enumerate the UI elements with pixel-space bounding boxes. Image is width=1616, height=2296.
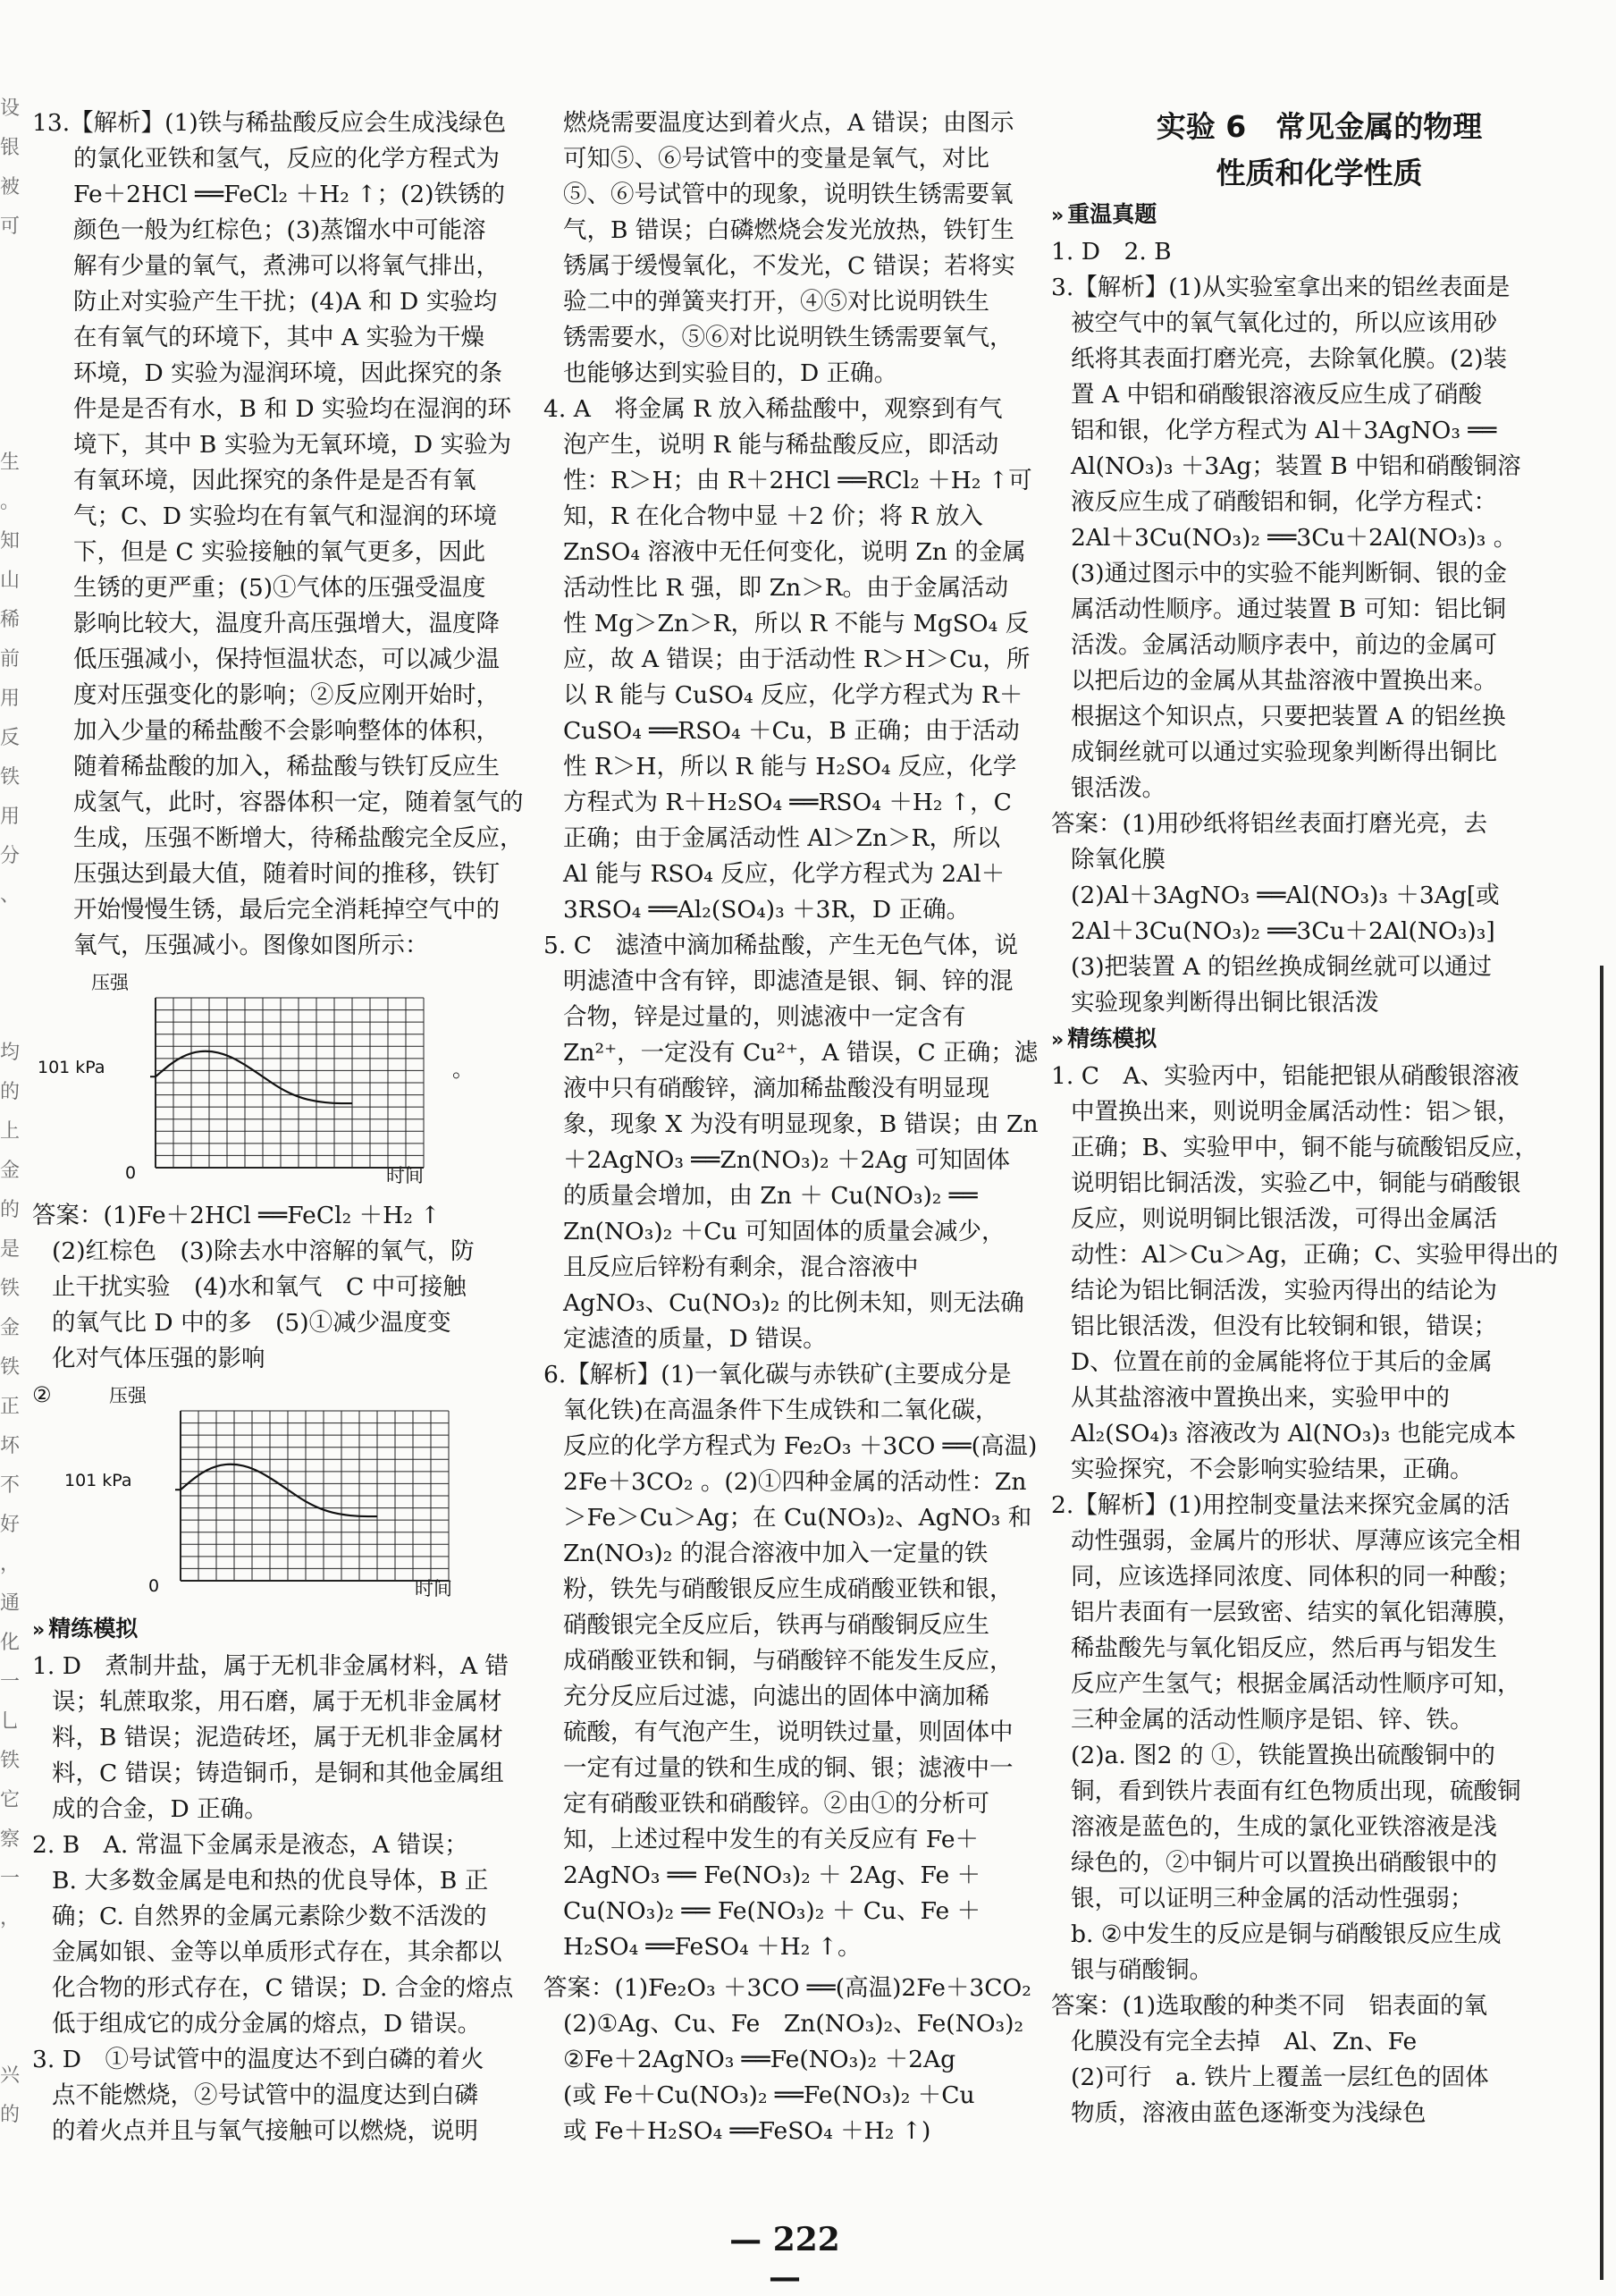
text-line: 纸将其表面打磨光亮，去除氧化膜。(2)装 (1071, 345, 1508, 373)
text-line: 2. B A. 常温下金属汞是液态，A 错误； (32, 1831, 468, 1859)
graph1-origin: 0 (125, 1163, 137, 1183)
text-line: 颜色一般为红棕色；(3)蒸馏水中可能溶 (73, 216, 486, 244)
text-line: 加入少量的稀盐酸不会影响整体的体积， (73, 717, 500, 745)
text-line: 中置换出来，则说明金属活动性：铝＞银， (1071, 1098, 1521, 1126)
text-line: 氧气，压强减小。图像如图所示： (73, 932, 429, 959)
text-line: 低压强减小，保持恒温状态，可以减少温 (73, 646, 500, 673)
double-chevron-icon: » (1051, 205, 1065, 227)
text-line: 属活动性顺序。通过装置 B 可知：铝比铜 (1071, 595, 1506, 623)
text-line: 3RSO₄ ══Al₂(SO₄)₃ ＋3R，D 正确。 (563, 896, 971, 924)
text-line: D、位置在前的金属能将位于其后的金属 (1071, 1348, 1493, 1376)
text-line: 置 A 中铝和硝酸银溶液反应生成了硝酸 (1071, 381, 1482, 409)
text-line: 5. C 滤渣中滴加稀盐酸，产生无色气体，说 (543, 932, 1018, 959)
text-line: 反应，则说明铜比银活泼，可得出金属活 (1071, 1205, 1497, 1233)
column-3 (1051, 106, 1587, 2131)
text-line: 合物，锌是过量的，则滤液中一定含有 (563, 1003, 966, 1031)
text-line: 液反应生成了硝酸铝和铜，化学方程式： (1071, 488, 1497, 516)
text-line: 确；C. 自然界的金属元素除少数不活泼的 (52, 1903, 487, 1930)
graph-1-container (32, 964, 528, 1198)
text-line: 性 Mg＞Zn＞R，所以 R 不能与 MgSO₄ 反 (563, 610, 1030, 637)
text-line: 在有氧气的环境下，其中 A 实验为干燥 (73, 324, 484, 351)
margin-fragment: 正 (0, 1396, 21, 1418)
text-line: 化对气体压强的影响 (52, 1345, 265, 1372)
q13-explanation (32, 106, 528, 964)
text-line: 动性强弱，金属片的形状、厚薄应该完全相 (1071, 1527, 1521, 1555)
pressure-curve (156, 1051, 352, 1103)
margin-fragment: 的 (0, 1199, 21, 1221)
text-line: 粉，铁先与硝酸银反应生成硝酸亚铁和银， (563, 1575, 1014, 1603)
margin-fragment: 前 (0, 648, 21, 671)
text-line: 解有少量的氧气，煮沸可以将氧气排出， (73, 252, 500, 280)
text-line: 铝片表面有一层致密、结实的氧化铝薄膜， (1071, 1599, 1521, 1626)
margin-fragment: 山 (0, 570, 21, 592)
text-line: (3)通过图示中的实验不能判断铜、银的金 (1071, 560, 1508, 587)
margin-fragment: 一 (0, 1868, 21, 1890)
text-line: 以 R 能与 CuSO₄ 反应，化学方程式为 R＋ (563, 681, 1023, 709)
margin-fragment: 银 (0, 137, 21, 159)
text-line: (2)红棕色 (3)除去水中溶解的氧气，防 (52, 1237, 475, 1265)
text-line: ②Fe＋2AgNO₃ ══Fe(NO₃)₂ ＋2Ag (563, 2046, 956, 2073)
text-line: 动性：Al＞Cu＞Ag，正确；C、实验甲得出的 (1071, 1241, 1559, 1269)
text-line: 3.【解析】(1)从实验室拿出来的铝丝表面是 (1051, 274, 1511, 301)
text-line: 知，R 在化合物中显 ＋2 价；将 R 放入 (563, 502, 983, 530)
column-1 (32, 106, 528, 2149)
text-line: 同，应该选择同浓度、同体积的同一种酸； (1071, 1563, 1521, 1591)
text-line: 2.【解析】(1)用控制变量法来探究金属的活 (1051, 1491, 1511, 1519)
text-line: 低于组成它的成分金属的熔点，D 错误。 (52, 2010, 482, 2038)
col3-practice-answers (1051, 1059, 1587, 2131)
text-line: 三种金属的活动性顺序是铝、锌、铁。 (1071, 1706, 1474, 1734)
experiment-title-line2: 性质和化学性质 (1216, 156, 1423, 190)
text-line: 充分反应后过滤，向滤出的固体中滴加稀 (563, 1683, 989, 1710)
text-line: 的氧气比 D 中的多 (5)①减少温度变 (52, 1309, 451, 1337)
q6-answer (543, 1971, 1044, 2149)
margin-fragment: 的 (0, 1081, 21, 1103)
pressure-time-graph-1 (32, 964, 497, 1198)
margin-fragment: 反 (0, 727, 21, 749)
margin-fragment: 分 (0, 845, 21, 867)
text-line: 实验现象判断得出铜比银活泼 (1071, 989, 1379, 1017)
text-line: 银与硝酸铜。 (1071, 1956, 1213, 1984)
margin-fragment: 设 (0, 97, 21, 120)
text-line: 锈属于缓慢氧化，不发光，C 错误；若将实 (563, 252, 1015, 280)
text-line: 从其盐溶液中置换出来，实验甲中的 (1071, 1384, 1450, 1412)
pressure-curve (181, 1465, 377, 1516)
graph2-xlabel: 时间 (415, 1578, 452, 1600)
text-line: Al₂(SO₄)₃ 溶液改为 Al(NO₃)₃ 也能完成本 (1071, 1420, 1517, 1448)
col3-review-answers (1051, 234, 1587, 1021)
text-line: 误；轧蔗取浆，用石磨，属于无机非金属材 (52, 1688, 502, 1716)
text-line: 可知⑤、⑥号试管中的变量是氧气，对比 (563, 145, 989, 173)
margin-fragments (0, 89, 23, 2146)
margin-fragment: 用 (0, 806, 21, 828)
text-line: 被空气中的氧气氧化过的，所以应该用砂 (1071, 309, 1497, 337)
text-line: 性：R＞H；由 R＋2HCl ══RCl₂ ＋H₂ ↑可 (563, 467, 1032, 494)
right-edge-rule (1600, 966, 1603, 2280)
col2-explanations (543, 106, 1044, 1965)
text-line: 开始慢慢生锈，最后完全消耗掉空气中的 (73, 896, 500, 924)
text-line: Fe＋2HCl ══FeCl₂ ＋H₂ ↑；(2)铁锈的 (73, 181, 505, 208)
margin-fragment: 化 (0, 1632, 21, 1654)
margin-fragment (0, 404, 23, 443)
text-line: 银，可以证明三种金属的活动性强弱； (1071, 1885, 1474, 1912)
text-line: 说明铝比铜活泼，实验乙中，铜能与硝酸银 (1071, 1169, 1521, 1197)
graph2-prefix: ② (32, 1382, 52, 1407)
margin-fragment (0, 286, 23, 325)
margin-fragment (0, 247, 23, 286)
margin-fragment: 一 (0, 1671, 21, 1693)
text-line: 铝和银，化学方程式为 Al＋3AgNO₃ ══ (1071, 417, 1497, 444)
text-line: 答案：(1)Fe＋2HCl ══FeCl₂ ＋H₂ ↑ (32, 1202, 441, 1229)
text-line: 也能够达到实验目的，D 正确。 (563, 359, 898, 387)
text-line: Cu(NO₃)₂ ══ Fe(NO₃)₂ ＋ Cu、Fe ＋ (563, 1897, 981, 1925)
margin-fragment (0, 325, 23, 365)
text-line: 化膜没有完全去掉 Al、Zn、Fe (1071, 2028, 1418, 2055)
text-line: (3)把装置 A 的铝丝换成铜丝就可以通过 (1071, 953, 1493, 981)
text-line: 3. D ①号试管中的温度达不到白磷的着火 (32, 2046, 484, 2073)
text-line: (2)Al＋3AgNO₃ ══Al(NO₃)₃ ＋3Ag[或 (1071, 882, 1500, 909)
text-line: 除氧化膜 (1071, 846, 1166, 874)
text-line: b. ②中发生的反应是铜与硝酸银反应生成 (1071, 1920, 1502, 1948)
text-line: 成氢气，此时，容器体积一定，随着氢气的 (73, 789, 524, 816)
col1-mcq-answers (32, 1649, 528, 2149)
margin-fragment (0, 994, 23, 1034)
pressure-time-graph-2 (32, 1377, 515, 1611)
text-line: 防止对实验产生干扰；(4)A 和 D 实验均 (73, 288, 498, 316)
text-line: 明滤渣中含有锌，即滤渣是银、铜、锌的混 (563, 967, 1014, 995)
text-line: 的质量会增加，由 Zn ＋ Cu(NO₃)₂ ══ (563, 1182, 978, 1210)
text-line: 结论为铝比铜活泼，实验丙得出的结论为 (1071, 1277, 1497, 1304)
margin-fragment: 均 (0, 1042, 21, 1064)
text-line: 成铜丝就可以通过实验现象判断得出铜比 (1071, 739, 1497, 766)
text-line: 化合物的形式存在，C 错误；D. 合金的熔点 (52, 1974, 514, 2002)
text-line: 13.【解析】(1)铁与稀盐酸反应会生成浅绿色 (32, 109, 507, 137)
q13-answer (32, 1198, 528, 1377)
text-line: 气，B 错误；白磷燃烧会发光放热，铁钉生 (563, 216, 1014, 244)
text-line: 绿色的，②中铜片可以置换出硝酸银中的 (1071, 1849, 1497, 1877)
text-line: (2)①Ag、Cu、Fe Zn(NO₃)₂、Fe(NO₃)₂ (563, 2010, 1024, 2038)
margin-fragment: 铁 (0, 1356, 21, 1379)
margin-fragment: 稀 (0, 609, 21, 631)
text-line: 活动性比 R 强，即 Zn＞R。由于金属活动 (563, 574, 1009, 602)
text-line: 银活泼。 (1071, 774, 1166, 802)
text-line: 正确；由于金属活动性 Al＞Zn＞R，所以 (563, 824, 1000, 852)
graph2-origin: 0 (148, 1576, 160, 1596)
text-line: 根据这个知识点，只要把装置 A 的铝丝换 (1071, 703, 1506, 730)
text-line: 泡产生，说明 R 能与稀盐酸反应，即活动 (563, 431, 999, 459)
text-line: 1. C A、实验丙中，铝能把银从硝酸银溶液 (1051, 1062, 1519, 1090)
text-line: ＋2AgNO₃ ══Zn(NO₃)₂ ＋2Ag 可知固体 (563, 1146, 1010, 1174)
text-line: 2AgNO₃ ══ Fe(NO₃)₂ ＋ 2Ag、Fe ＋ (563, 1861, 981, 1889)
text-line: 定滤渣的质量，D 错误。 (563, 1325, 827, 1353)
text-line: 象，现象 X 为没有明显现象，B 错误；由 Zn (563, 1110, 1039, 1138)
margin-fragment: 不 (0, 1474, 21, 1497)
graph2-ylabel: 压强 (109, 1385, 147, 1406)
margin-fragment: 用 (0, 688, 21, 710)
text-line: ＞Fe＞Cu＞Ag；在 Cu(NO₃)₂、AgNO₃ 和 (563, 1504, 1032, 1532)
text-line: 答案：(1)用砂纸将铝丝表面打磨光亮，去 (1051, 810, 1488, 838)
margin-fragment: 是 (0, 1238, 21, 1261)
graph1-xlabel: 时间 (386, 1165, 424, 1186)
margin-fragment: 察 (0, 1828, 21, 1851)
text-line: CuSO₄ ══RSO₄ ＋Cu，B 正确；由于活动 (563, 717, 1020, 745)
text-line: 2Al＋3Cu(NO₃)₂ ══3Cu＋2Al(NO₃)₃] (1071, 917, 1495, 945)
text-line: B. 大多数金属是电和热的优良导体，B 正 (52, 1867, 489, 1895)
text-line: AgNO₃、Cu(NO₃)₂ 的比例未知，则无法确 (563, 1289, 1024, 1317)
text-line: 稀盐酸先与氧化铝反应，然后再与铝发生 (1071, 1634, 1497, 1662)
text-line: 下，但是 C 实验接触的氧气更多，因此 (73, 538, 486, 566)
graph2-ref-label: 101 kPa (64, 1471, 132, 1490)
text-line: 知，上述过程中发生的有关反应有 Fe＋ (563, 1826, 980, 1853)
text-line: 液中只有硝酸锌，滴加稀盐酸没有明显现 (563, 1075, 989, 1102)
margin-fragment: 被 (0, 176, 21, 198)
graph1-trailing-mark: 。 (452, 1057, 474, 1082)
margin-fragment: 生 (0, 452, 21, 474)
text-line: 的着火点并且与氧气接触可以燃烧，说明 (52, 2117, 478, 2145)
text-line: 生锈的更严重；(5)①气体的压强受温度 (73, 574, 486, 602)
margin-fragment: 铁 (0, 1278, 21, 1300)
text-line: 燃烧需要温度达到着火点，A 错误；由图示 (563, 109, 1014, 137)
section-header-practice: » 精练模拟 (32, 1611, 528, 1649)
text-line: ZnSO₄ 溶液中无任何变化，说明 Zn 的金属 (563, 538, 1026, 566)
margin-fragment: 兴 (0, 2064, 21, 2087)
text-line: 4. A 将金属 R 放入稀盐酸中，观察到有气 (543, 395, 1003, 423)
margin-fragment: 上 (0, 1120, 21, 1143)
margin-fragment (0, 955, 23, 994)
text-line: 料，C 错误；铸造铜币，是铜和其他金属组 (52, 1760, 504, 1787)
margin-fragment: 金 (0, 1160, 21, 1182)
text-line: 且反应后锌粉有剩余，混合溶液中 (563, 1254, 919, 1281)
section-header-practice-2: » 精练模拟 (1051, 1021, 1587, 1059)
text-line: 境下，其中 B 实验为无氧环境，D 实验为 (73, 431, 511, 459)
text-line: 1. D 煮制井盐，属于无机非金属材料，A 错 (32, 1652, 509, 1680)
text-line: 反应的化学方程式为 Fe₂O₃ ＋3CO ══(高温) (563, 1432, 1038, 1460)
text-line: 一定有过量的铁和生成的铜、银；滤液中一 (563, 1754, 1014, 1782)
text-line: 生成，压强不断增大，待稀盐酸完全反应， (73, 824, 524, 852)
text-line: 以把后边的金属从其盐溶液中置换出来。 (1071, 667, 1497, 695)
text-line: 2Al＋3Cu(NO₃)₂ ══3Cu＋2Al(NO₃)₃ 。 (1071, 524, 1518, 552)
text-line: 点不能燃烧，②号试管中的温度达到白磷 (52, 2081, 478, 2109)
margin-fragment: 乚 (0, 1710, 21, 1733)
margin-fragment: ， (0, 1907, 21, 1929)
text-line: 环境，D 实验为湿润环境，因此探究的条 (73, 359, 503, 387)
text-line: (2)可行 a. 铁片上覆盖一层红色的固体 (1071, 2064, 1489, 2091)
margin-fragment: 铁 (0, 766, 21, 789)
text-line: 硝酸银完全反应后，铁再与硝酸铜反应生 (563, 1611, 989, 1639)
margin-fragment: 可 (0, 215, 21, 238)
section-header-review: » 重温真题 (1051, 197, 1587, 234)
text-line: 定有硝酸亚铁和硝酸锌。②由①的分析可 (563, 1790, 989, 1818)
text-line: 随着稀盐酸的加入，稀盐酸与铁钉反应生 (73, 753, 500, 781)
margin-fragment (0, 1938, 23, 1978)
text-line: 影响比较大，温度升高压强增大，温度降 (73, 610, 500, 637)
text-line: ⑤、⑥号试管中的现象，说明铁生锈需要氧 (563, 181, 1014, 208)
margin-fragment: 它 (0, 1789, 21, 1811)
graph1-ref-label: 101 kPa (38, 1058, 105, 1077)
text-line: Zn(NO₃)₂ ＋Cu 可知固体的质量会减少， (563, 1218, 1006, 1245)
text-line: 活泼。金属活动顺序表中，前边的金属可 (1071, 631, 1497, 659)
text-line: 溶液是蓝色的，生成的氯化亚铁溶液是浅 (1071, 1813, 1497, 1841)
text-line: 锈需要水，⑤⑥对比说明铁生锈需要氧气， (563, 324, 1014, 351)
text-line: 应，故 A 错误；由于活动性 R＞H＞Cu，所 (563, 646, 1031, 673)
text-line: 金属如银、金等以单质形式存在，其余都以 (52, 1938, 502, 1966)
text-line: 压强达到最大值，随着时间的推移，铁钉 (73, 860, 500, 888)
text-line: 实验探究，不会影响实验结果，正确。 (1071, 1456, 1474, 1483)
margin-fragment (0, 2017, 23, 2056)
text-line: 气；C、D 实验均在有氧气和湿润的环境 (73, 502, 497, 530)
double-chevron-icon: » (32, 1619, 46, 1642)
text-line: 铜，看到铁片表面有红色物质出现，硫酸铜 (1071, 1777, 1521, 1805)
margin-fragment: 的 (0, 2104, 21, 2126)
text-line: 有氧环境，因此探究的条件是是否有氧 (73, 467, 476, 494)
text-line: Al(NO₃)₃ ＋3Ag；装置 B 中铝和硝酸铜溶 (1071, 452, 1521, 480)
text-line: 氧化铁)在高温条件下生成铁和二氧化碳， (563, 1397, 999, 1424)
margin-fragment: 。 (0, 491, 21, 513)
margin-fragment: 好 (0, 1514, 21, 1536)
text-line: 性 R＞H，所以 R 能与 H₂SO₄ 反应，化学 (563, 753, 1017, 781)
margin-fragment: 铁 (0, 1750, 21, 1772)
text-line: 方程式为 R＋H₂SO₄ ══RSO₄ ＋H₂ ↑，C (563, 789, 1012, 816)
margin-fragment: 、 (0, 884, 21, 907)
margin-fragment (0, 1978, 23, 2017)
text-line: 成硝酸亚铁和铜，与硝酸锌不能发生反应， (563, 1647, 1014, 1675)
text-line: 反应产生氢气；根据金属活动性顺序可知， (1071, 1670, 1521, 1698)
text-line: 度对压强变化的影响；②反应刚开始时， (73, 681, 500, 709)
margin-fragment: 金 (0, 1317, 21, 1339)
margin-fragment: 坏 (0, 1435, 21, 1457)
text-line: 正确；B、实验甲中，铜不能与硫酸铝反应， (1071, 1134, 1538, 1161)
text-line: 成的合金，D 正确。 (52, 1795, 268, 1823)
text-line: (2)a. 图2 的 ①，铁能置换出硫酸铜中的 (1071, 1742, 1495, 1769)
text-line: 止干扰实验 (4)水和氧气 C 中可接触 (52, 1273, 467, 1301)
experiment-title-line1: 实验 6 常见金属的物理 (1156, 109, 1483, 144)
text-line: 1. D 2. B (1051, 238, 1172, 266)
text-line: 硫酸，有气泡产生，说明铁过量，则固体中 (563, 1718, 1014, 1746)
text-line: H₂SO₄ ══FeSO₄ ＋H₂ ↑。 (563, 1933, 862, 1961)
text-line: 答案：(1)Fe₂O₃ ＋3CO ══(高温)2Fe＋3CO₂ (543, 1974, 1031, 2002)
graph1-ylabel: 压强 (91, 972, 129, 993)
text-line: 件是是否有水，B 和 D 实验均在湿润的环 (73, 395, 511, 423)
column-2 (543, 106, 1044, 2149)
double-chevron-icon: » (1051, 1029, 1065, 1051)
text-line: 答案：(1)选取酸的种类不同 铝表面的氧 (1051, 1992, 1488, 2020)
text-line: 铝比银活泼，但没有比较铜和银，错误； (1071, 1313, 1497, 1340)
text-line: Al 能与 RSO₄ 反应，化学方程式为 2Al＋ (563, 860, 1006, 888)
text-line: 6.【解析】(1)一氧化碳与赤铁矿(主要成分是 (543, 1361, 1012, 1389)
text-line: (或 Fe＋Cu(NO₃)₂ ══Fe(NO₃)₂ ＋Cu (563, 2081, 975, 2109)
text-line: Zn(NO₃)₂ 的混合溶液中加入一定量的铁 (563, 1540, 989, 1567)
text-line: 或 Fe＋H₂SO₄ ══FeSO₄ ＋H₂ ↑) (563, 2117, 931, 2145)
text-line: Zn²⁺，一定没有 Cu²⁺，A 错误，C 正确；滤 (563, 1039, 1039, 1067)
text-line: 验二中的弹簧夹打开，④⑤对比说明铁生 (563, 288, 989, 316)
text-line: 2Fe＋3CO₂ 。(2)①四种金属的活动性：Zn (563, 1468, 1027, 1496)
text-line: 的氯化亚铁和氢气，反应的化学方程式为 (73, 145, 500, 173)
graph-2-container (32, 1377, 528, 1611)
page-number: — 222 — (729, 2221, 840, 2296)
text-line: 料，B 错误；泥造砖坯，属于无机非金属材 (52, 1724, 503, 1752)
margin-fragment: 通 (0, 1592, 21, 1615)
margin-fragment: ， (0, 1553, 21, 1575)
text-line: 物质，溶液由蓝色逐渐变为浅绿色 (1071, 2099, 1427, 2127)
margin-fragment (0, 916, 23, 955)
margin-fragment: 知 (0, 530, 21, 553)
margin-fragment (0, 365, 23, 404)
